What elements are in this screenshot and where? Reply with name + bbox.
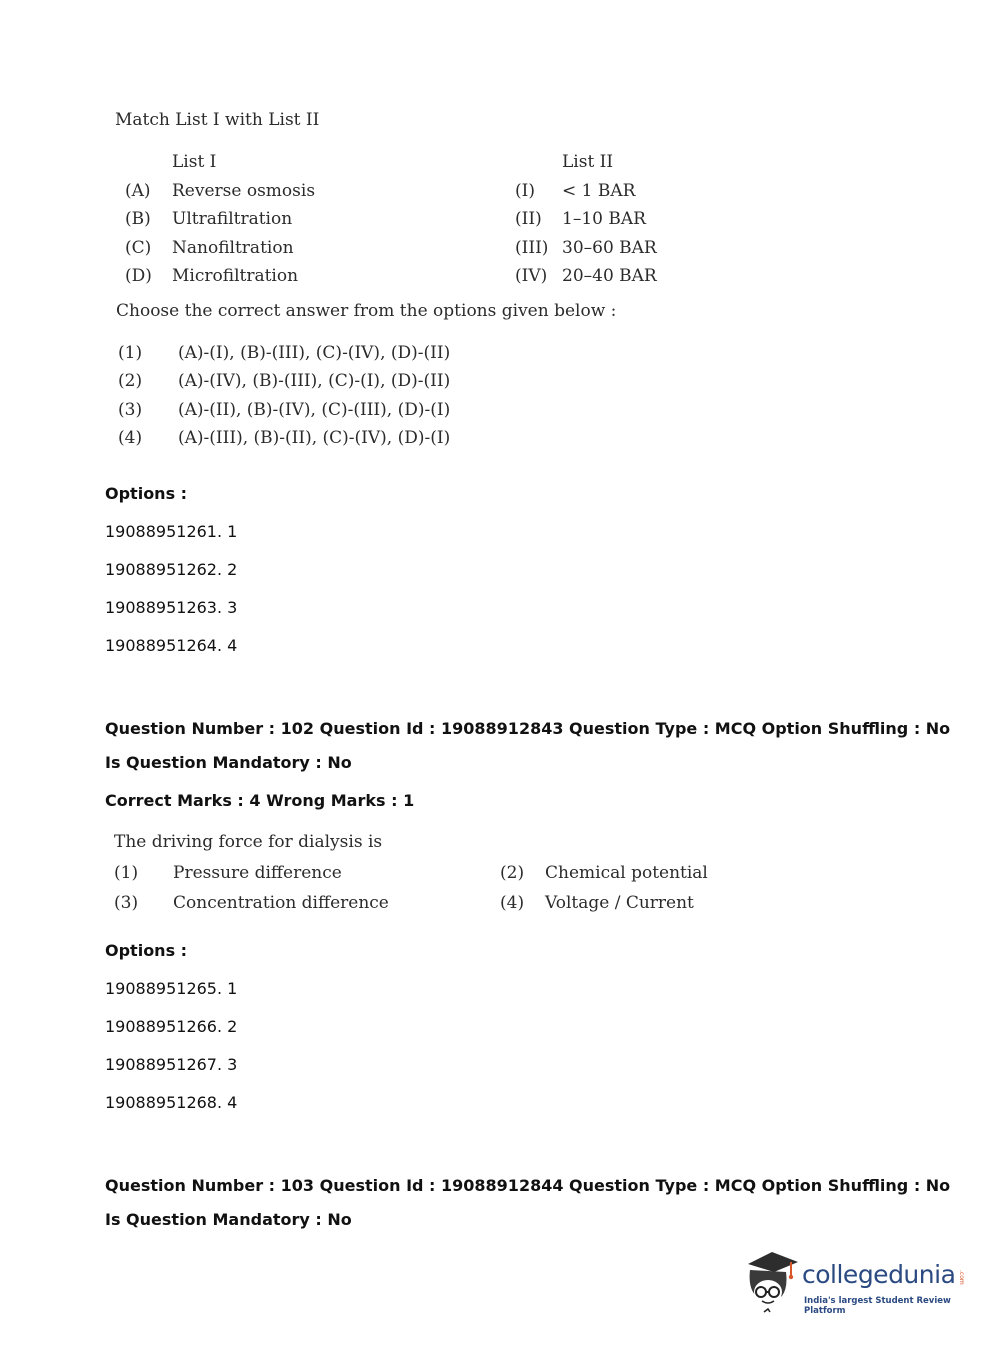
mascot-icon [742,1248,802,1314]
choice-number: (4) [500,893,525,913]
logo-tagline: India's largest Student Review Platform [804,1296,951,1316]
list2-header: List II [562,152,614,172]
choice-text: Pressure difference [173,863,342,883]
choice-number: (4) [118,428,143,448]
question-text: The driving force for dialysis is [114,832,383,852]
instruction-text: Choose the correct answer from the options given below : [116,301,617,321]
match-list-title: Match List I with List II [115,110,320,130]
option-item: 19088951264. 4 [105,636,238,655]
list2-key: (IV) [515,266,548,286]
logo-wordmark: collegedunia [802,1260,956,1289]
choice-number: (1) [118,343,143,363]
list2-key: (II) [515,209,542,229]
option-item: 19088951266. 2 [105,1017,238,1036]
list2-key: (I) [515,181,535,201]
choice-number: (2) [500,863,525,883]
list1-key: (D) [125,266,152,286]
choice-text: (A)-(I), (B)-(III), (C)-(IV), (D)-(II) [178,343,451,363]
option-item: 19088951263. 3 [105,598,238,617]
collegedunia-logo [742,1248,972,1318]
question-mandatory: Is Question Mandatory : No [105,1210,352,1229]
option-item: 19088951265. 1 [105,979,238,998]
option-item: 19088951268. 4 [105,1093,238,1112]
list2-value: 20–40 BAR [562,266,657,286]
list1-key: (C) [125,238,152,258]
choice-text: (A)-(IV), (B)-(III), (C)-(I), (D)-(II) [178,371,451,391]
option-item: 19088951262. 2 [105,560,238,579]
list1-value: Reverse osmosis [172,181,316,201]
choice-number: (3) [114,893,139,913]
choice-text: Voltage / Current [545,893,694,913]
list1-value: Nanofiltration [172,238,294,258]
choice-text: (A)-(II), (B)-(IV), (C)-(III), (D)-(I) [178,400,451,420]
list2-value: < 1 BAR [562,181,636,201]
question-header: Question Number : 102 Question Id : 19088912843 Question Type : MCQ Option Shuffling : No [105,719,951,738]
question-header: Question Number : 103 Question Id : 19088912844 Question Type : MCQ Option Shuffling : No [105,1176,951,1195]
list1-key: (A) [125,181,151,201]
choice-number: (2) [118,371,143,391]
list1-value: Microfiltration [172,266,299,286]
list1-header: List I [172,152,217,172]
choice-text: (A)-(III), (B)-(II), (C)-(IV), (D)-(I) [178,428,451,448]
options-label: Options : [105,941,188,960]
option-item: 19088951261. 1 [105,522,238,541]
list1-value: Ultrafiltration [172,209,293,229]
list1-key: (B) [125,209,151,229]
question-mandatory: Is Question Mandatory : No [105,753,352,772]
list2-value: 30–60 BAR [562,238,657,258]
choice-number: (3) [118,400,143,420]
options-label: Options : [105,484,188,503]
choice-number: (1) [114,863,139,883]
logo-domain: .com [958,1270,965,1285]
choice-text: Concentration difference [173,893,389,913]
question-marks: Correct Marks : 4 Wrong Marks : 1 [105,791,415,810]
option-item: 19088951267. 3 [105,1055,238,1074]
list2-value: 1–10 BAR [562,209,646,229]
list2-key: (III) [515,238,549,258]
choice-text: Chemical potential [545,863,708,883]
